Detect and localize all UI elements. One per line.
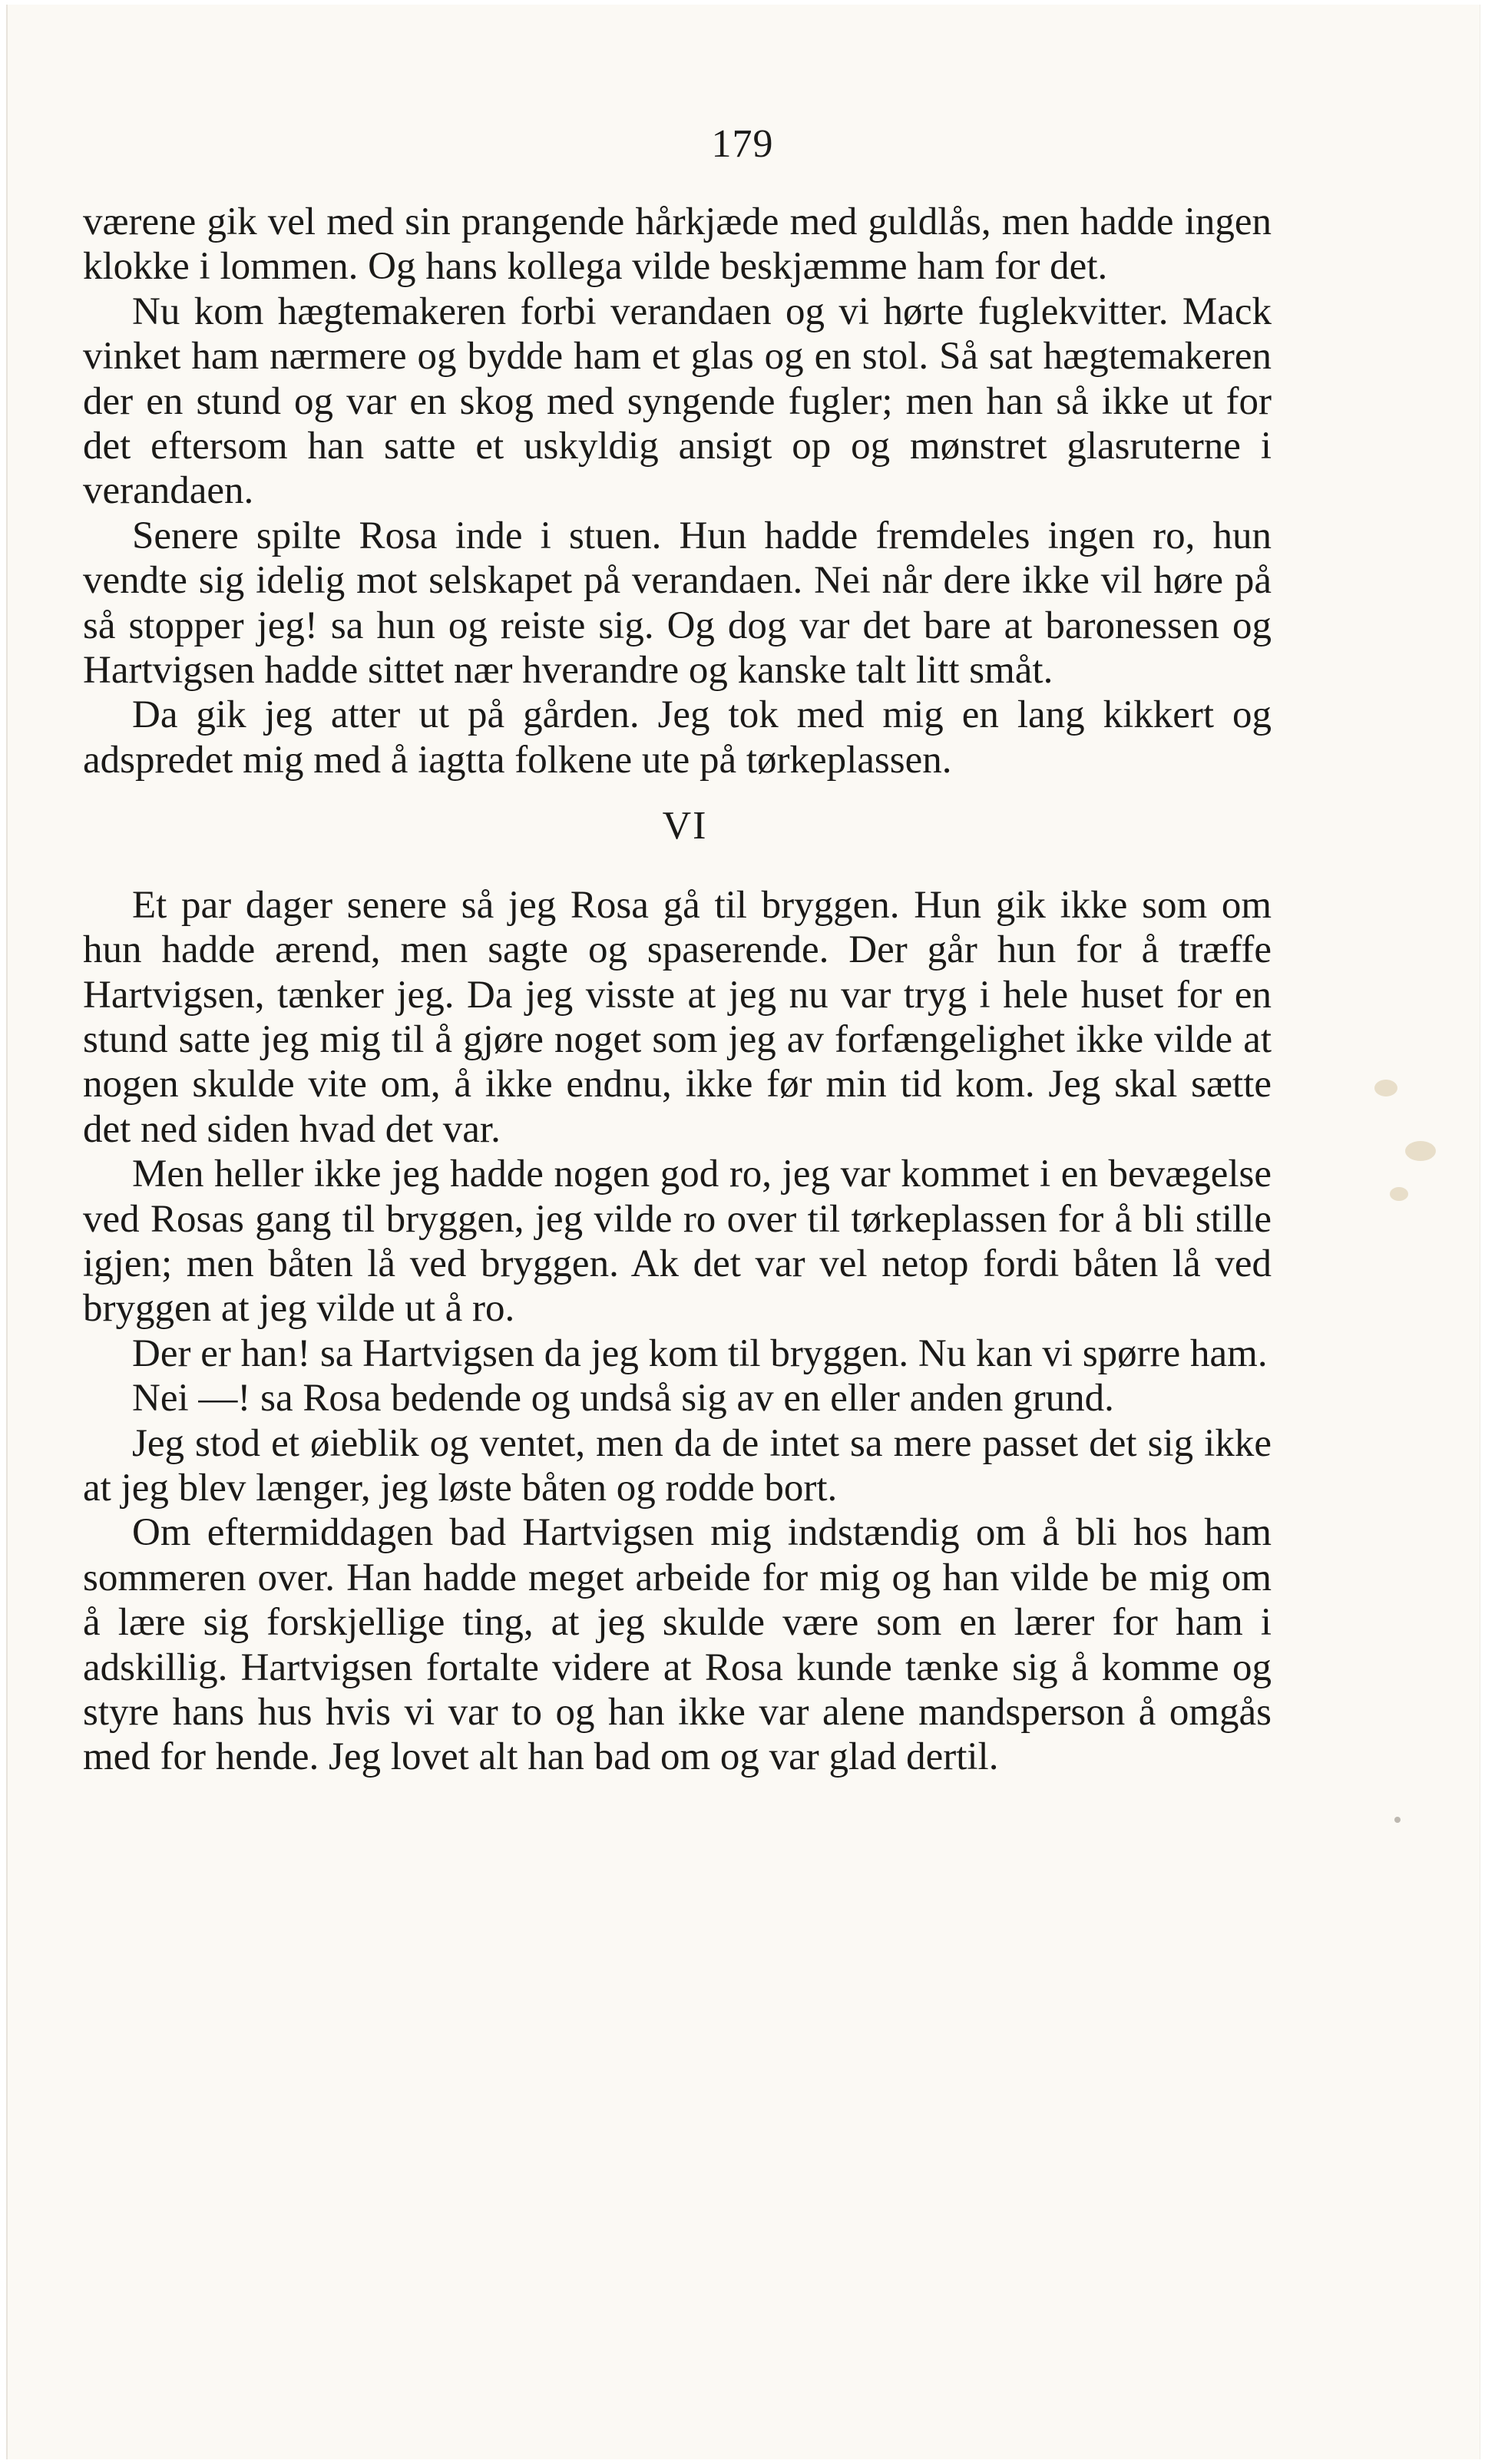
paragraph: Om eftermiddagen bad Hartvigsen mig indstændig om å bli hos ham sommeren over. Han hadde meget arbeide for mig og han vilde be mig om å lære sig forskjellige ting, at jeg skulde være som en lærer for ham i adskillig. Hartvigsen fortalte videre at Rosa kunde tænke sig å komme og styre hans hus hvis vi var to og han ikke var alene mandsperson å omgås med for hende. Jeg lovet alt han bad om og var glad dertil.	[83, 1511, 1272, 1779]
paragraph: Nei —! sa Rosa bedende og undså sig av en eller anden grund.	[132, 1377, 1114, 1421]
paragraph: Nu kom hægtemakeren forbi verandaen og vi hørte fuglekvitter. Mack vinket ham nærmere og bydde ham et glas og en stol. Så sat hægtemakeren der en stund og var en skog med syngende fugler; men han så ikke ut for det eftersom han satte et uskyldig ansigt op og mønstret glasruterne i verandaen.	[83, 289, 1272, 513]
paragraph: Men heller ikke jeg hadde nogen god ro, jeg var kommet i en bevægelse ved Rosas gang til bryggen, jeg vilde ro over til tørkeplassen for å bli stille igjen; men båten lå ved bryggen. Ak det var vel netop fordi båten lå ved bryggen at jeg vilde ut å ro.	[83, 1153, 1272, 1331]
paragraph: Der er han! sa Hartvigsen da jeg kom til bryggen. Nu kan vi spørre ham.	[132, 1331, 1268, 1375]
body-text	[83, 200, 1272, 1780]
page-number: 179	[711, 122, 774, 166]
paragraph: Da gik jeg atter ut på gården. Jeg tok med mig en lang kikkert og adspredet mig med å iagtta folkene ute på tørkeplassen.	[83, 693, 1272, 782]
paper-speck	[1394, 1817, 1401, 1823]
paragraph: værene gik vel med sin prangende hårkjæde med guldlås, men hadde ingen klokke i lommen. Og hans kollega vilde beskjæmme ham for det.	[83, 200, 1272, 289]
chapter-heading: VI	[662, 804, 708, 848]
paragraph: Jeg stod et øieblik og ventet, men da de intet sa mere passet det sig ikke at jeg blev længer, jeg løste båten og rodde bort.	[83, 1421, 1272, 1510]
paper-speck	[1374, 1080, 1397, 1096]
paper-speck	[1390, 1187, 1408, 1201]
paragraph: Senere spilte Rosa inde i stuen. Hun hadde fremdeles ingen ro, hun vendte sig idelig mot selskapet på verandaen. Nei når dere ikke vil høre på så stopper jeg! sa hun og reiste sig. Og dog var det bare at baronessen og Hartvigsen hadde sittet nær hverandre og kanske talt litt småt.	[83, 514, 1272, 693]
paper-speck	[1405, 1141, 1436, 1161]
paragraph: Et par dager senere så jeg Rosa gå til bryggen. Hun gik ikke som om hun hadde ærend, men sagte og spaserende. Der går hun for å træffe Hartvigsen, tænker jeg. Da jeg visste at jeg nu var tryg i hele huset for en stund satte jeg mig til å gjøre noget som jeg av forfængelighet ikke vilde at nogen skulde vite om, å ikke endnu, ikke før min tid kom. Jeg skal sætte det ned siden hvad det var.	[83, 883, 1272, 1151]
